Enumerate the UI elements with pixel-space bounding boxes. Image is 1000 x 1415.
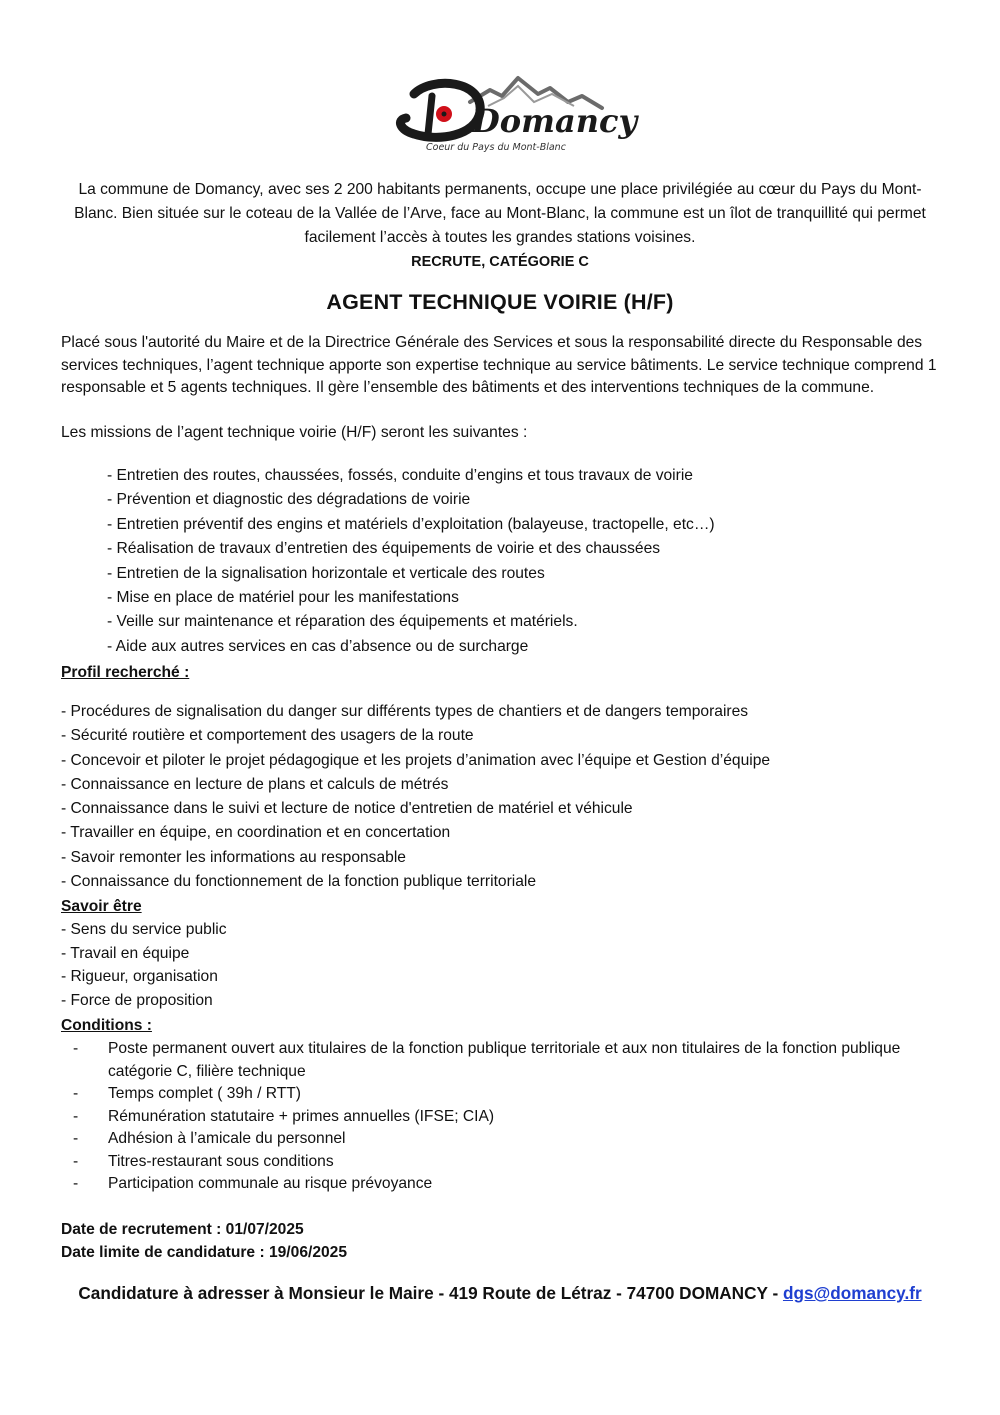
list-item: - Rigueur, organisation: [61, 968, 218, 986]
application-address: [0, 1283, 1000, 1304]
logo-wordmark: Domancy: [472, 102, 638, 140]
list-item: [61, 1038, 941, 1083]
list-item: - Entretien préventif des engins et matériels d’exploitation (balayeuse, tractopelle, etc…): [107, 515, 715, 533]
job-description: Placé sous l'autorité du Maire et de la Directrice Générale des Services et sous la responsabilité directe du Responsable des services techniques, l’agent technique apporte son expertise technique au service bâtiments. Le service technique comprend 1 responsable et 5 agents techniques. Il gère l’ensemble des bâtiments et des interventions techniques de la commune.: [61, 334, 937, 396]
list-item: - Procédures de signalisation du danger sur différents types de chantiers et de dangers temporaires: [61, 703, 749, 720]
list-item: - Aide aux autres services en cas d’absence ou de surcharge: [107, 637, 529, 655]
logo-graphic: [392, 72, 638, 158]
job-title: AGENT TECHNIQUE VOIRIE (H/F): [326, 290, 674, 314]
conditions-heading: Conditions :: [61, 1017, 152, 1034]
list-item: - Savoir remonter les informations au responsable: [61, 848, 406, 866]
dash-bullet: -: [73, 1130, 79, 1147]
condition-text: Participation communale au risque prévoyance: [108, 1175, 433, 1192]
list-item: - Entretien de la signalisation horizontale et verticale des routes: [107, 564, 545, 582]
email-link[interactable]: dgs@domancy.fr: [782, 1283, 922, 1303]
list-item: [61, 1106, 941, 1129]
list-item: - Travailler en équipe, en coordination et en concertation: [61, 824, 451, 842]
missions-list: [107, 464, 715, 659]
savoir-heading: Savoir être: [61, 898, 142, 915]
list-item: - Connaissance du fonctionnement de la fonction publique territoriale: [61, 873, 537, 891]
recruitment-date: Date de recrutement : 01/07/2025: [61, 1221, 304, 1238]
list-item: - Veille sur maintenance et réparation des équipements et matériels.: [107, 613, 578, 631]
list-item: - Sens du service public: [61, 921, 227, 938]
list-item: - Prévention et diagnostic des dégradations de voirie: [107, 491, 471, 509]
dash-bullet: -: [73, 1085, 79, 1102]
list-item: - Force de proposition: [61, 992, 213, 1010]
logo-tagline: Coeur du Pays du Mont-Blanc: [426, 142, 566, 153]
domancy-logo: [392, 72, 638, 158]
list-item: [61, 1083, 941, 1106]
conditions-list: [61, 1038, 941, 1196]
dates-block: [61, 1218, 347, 1264]
savoir-list: [61, 918, 227, 1013]
dash-bullet: -: [73, 1152, 79, 1170]
intro-paragraph: La commune de Domancy, avec ses 2 200 habitants permanents, occupe une place privilégiée au cœur du Pays du Mont-Blanc. Bien située sur le coteau de la Vallée de l’Arve, face au Mont-Blanc, la commune est un îlot de tranquillité qui permet facilement l’accès à toutes les grandes stations voisines.: [74, 181, 926, 246]
missions-intro: Les missions de l’agent technique voirie (H/F) seront les suivantes :: [61, 424, 528, 441]
dash-bullet: -: [73, 1040, 79, 1057]
list-item: - Entretien des routes, chaussées, fossés, conduite d’engins et tous travaux de voirie: [107, 467, 693, 484]
profil-heading: Profil recherché :: [61, 664, 190, 681]
list-item: - Connaissance en lecture de plans et calculs de métrés: [61, 775, 449, 793]
application-text: Candidature à adresser à Monsieur le Maire - 419 Route de Létraz - 74700 DOMANCY -: [78, 1283, 783, 1303]
list-item: - Connaissance dans le suivi et lecture de notice d'entretien de matériel et véhicule: [61, 800, 633, 818]
list-item: [61, 1151, 941, 1174]
recruitment-category: RECRUTE, CATÉGORIE C: [411, 254, 589, 270]
profil-list: [61, 700, 770, 894]
list-item: [61, 1128, 941, 1151]
dash-bullet: -: [73, 1107, 79, 1125]
list-item: - Réalisation de travaux d’entretien des équipements de voirie et des chaussées: [107, 540, 661, 558]
list-item: - Travail en équipe: [61, 944, 190, 962]
list-item: - Mise en place de matériel pour les manifestations: [107, 588, 459, 606]
list-item: - Concevoir et piloter le projet pédagogique et les projets d’animation avec l’équipe et Gestion d’équipe: [61, 751, 771, 769]
dash-bullet: -: [73, 1175, 79, 1192]
application-deadline: Date limite de candidature : 19/06/2025: [61, 1244, 348, 1261]
condition-text: Temps complet ( 39h / RTT): [108, 1085, 301, 1102]
list-item: [61, 1173, 941, 1196]
condition-text: Adhésion à l’amicale du personnel: [108, 1130, 346, 1147]
list-item: - Sécurité routière et comportement des usagers de la route: [61, 727, 474, 745]
condition-text: Poste permanent ouvert aux titulaires de la fonction publique territoriale et aux non titulaires de la fonction publique catégorie C, filière technique: [108, 1040, 901, 1080]
condition-text: Titres-restaurant sous conditions: [108, 1152, 334, 1170]
condition-text: Rémunération statutaire + primes annuelles (IFSE; CIA): [108, 1107, 495, 1125]
